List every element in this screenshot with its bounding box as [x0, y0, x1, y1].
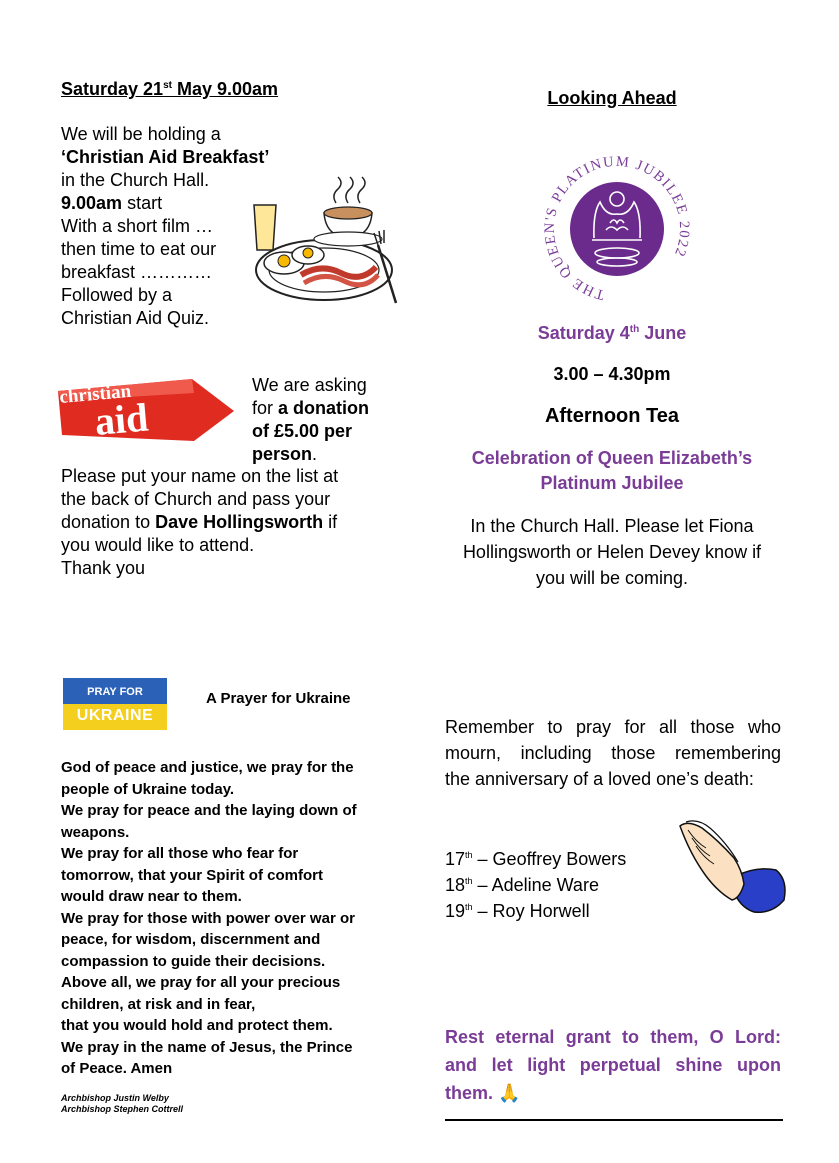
breakfast-intro: We will be holding a ‘Christian Aid Breakfast’ in the Church Hall. 9.00am start With a short film … then time to eat our breakfast ………… Followed by a Christian Aid Quiz. — [61, 124, 270, 328]
jubilee-celebration: Celebration of Queen Elizabeth’s Platinum Jubilee — [471, 448, 753, 493]
donation-ask: We are asking for a donation of £5.00 per person. — [252, 375, 370, 464]
prayer-authors: Archbishop Justin Welby Archbishop Stephen Cottrell — [61, 1093, 184, 1114]
christian-aid-logo — [54, 377, 236, 445]
jubilee-time: 3.00 – 4.30pm — [553, 364, 671, 384]
anniversary-list — [445, 846, 626, 924]
prayer-body: God of peace and justice, we pray for the people of Ukraine today. We pray for peace and the laying down of weapons. We pray for all those who fear for tomorrow, that your Spirit of comfort would draw near to them. We pray for those with power over war or peace, for wisdom, discernment and compassion to guide their decisions. Above all, we pray for all your precious children, at risk and in fear, that you would hold and protect them. We pray in the name of Jesus, the Prince of Peace. Amen — [61, 759, 357, 1077]
breakfast-heading: Saturday 21st May 9.00am — [61, 79, 279, 99]
jubilee-emblem — [536, 152, 698, 304]
badge-top-text: PRAY FOR — [63, 678, 167, 704]
bottom-divider — [445, 1119, 783, 1121]
logo-word-christian: christian — [58, 380, 132, 408]
donation-body: Please put your name on the list at the back of Church and pass your donation to Dave Hollingsworth if you would like to attend. Thank you — [61, 466, 339, 578]
praying-hands-clipart — [676, 818, 788, 918]
list-item: 18th – Adeline Ware — [445, 875, 599, 895]
remember-text: Remember to pray for all those who mourn, including those remembering the anniversary of a loved one’s death: — [445, 717, 781, 789]
looking-ahead-heading: Looking Ahead — [547, 88, 677, 108]
badge-bottom-text: UKRAINE — [63, 704, 167, 730]
pray-for-ukraine-badge — [63, 678, 167, 730]
list-item: 19th – Roy Horwell — [445, 901, 590, 921]
jubilee-event: Afternoon Tea — [544, 405, 680, 427]
jubilee-date: Saturday 4th June — [537, 323, 687, 343]
praying-hands-icon: 🙏 — [498, 1083, 521, 1103]
seal-text: THE QUEEN'S PLATINUM JUBILEE 2022 — [541, 153, 693, 303]
jubilee-info: In the Church Hall. Please let Fiona Hollingsworth or Helen Devey know if you will be coming. — [462, 516, 762, 588]
breakfast-clipart — [246, 175, 406, 315]
rest-eternal: Rest eternal grant to them, O Lord: and let light perpetual shine upon them. 🙏 — [445, 1027, 781, 1103]
prayer-title: A Prayer for Ukraine — [206, 690, 351, 707]
list-item: 17th – Geoffrey Bowers — [445, 849, 627, 869]
logo-word-aid: aid — [92, 394, 150, 444]
